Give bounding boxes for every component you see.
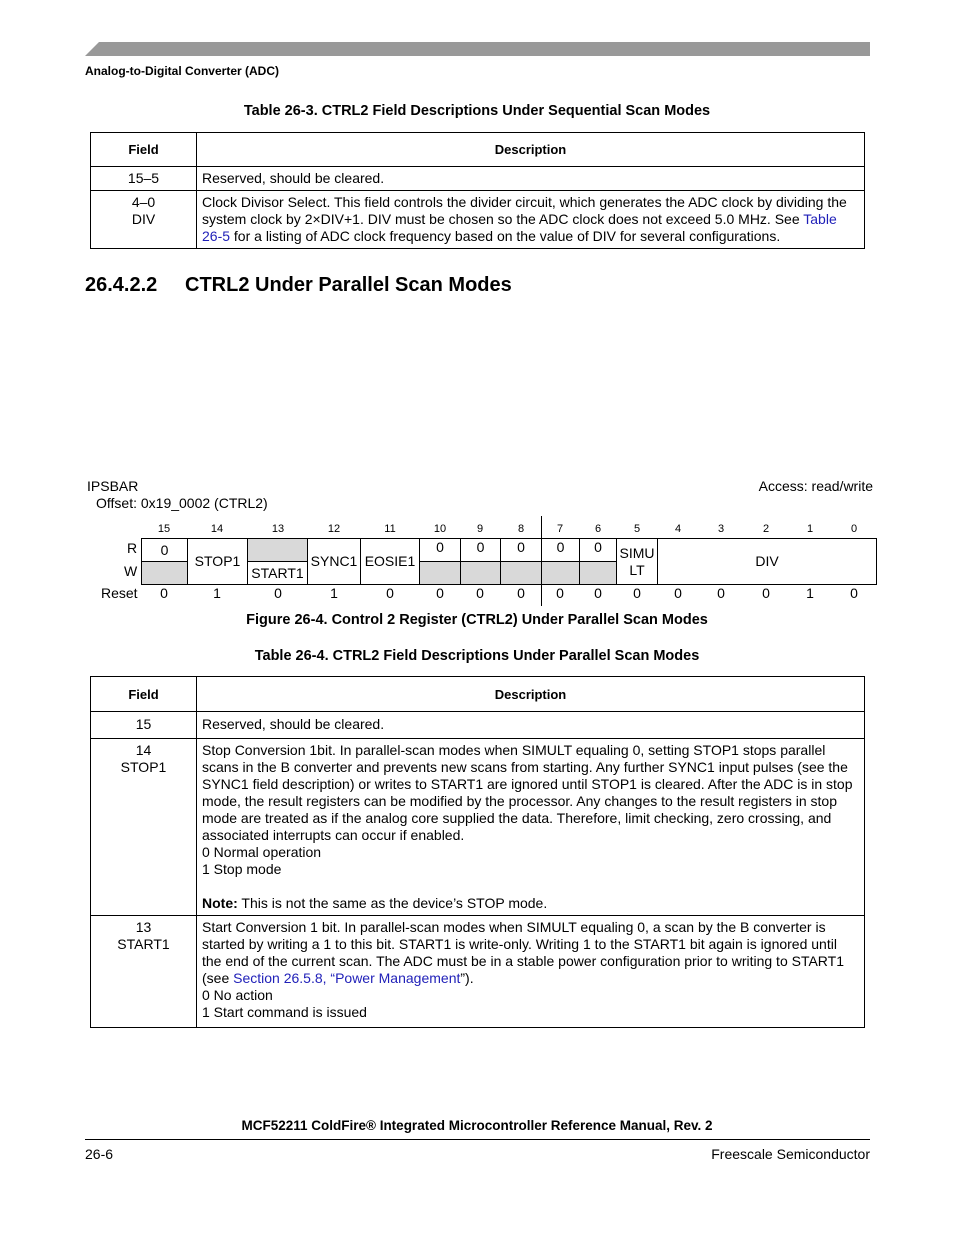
register-access: Access: read/write [758, 478, 873, 494]
option-1: 1 Start command is issued [202, 1004, 367, 1020]
column-header: Description [197, 677, 865, 712]
reset-value: 0 [160, 585, 168, 601]
reset-value: 0 [476, 585, 484, 601]
bit7-read-cell: 0 [541, 538, 580, 562]
field-name: STOP1 [120, 759, 167, 775]
description-text: Clock Divisor Select. This field controls the divider circuit, which generates the ADC clock by dividing the system clock by 2×DIV+1. DIV must be chosen so the ADC clock does not exceed 5.0 MHz. See [202, 194, 847, 227]
stop1-cell: STOP1 [187, 538, 248, 585]
reset-value: 0 [717, 585, 725, 601]
column-header: Field [91, 677, 197, 712]
bit15-read-cell: 0 [141, 538, 188, 562]
bit-number-label: 8 [517, 523, 525, 535]
reset-value: 0 [556, 585, 564, 601]
table-row [91, 916, 865, 1028]
reset-value: 1 [330, 585, 338, 601]
field-cell [91, 739, 197, 916]
field-bits: 14 [135, 742, 152, 758]
sync1-cell: SYNC1 [307, 538, 361, 585]
table-row [91, 739, 865, 916]
bit-number-label: 6 [594, 523, 602, 535]
reset-value: 1 [213, 585, 221, 601]
bit-number-label: 0 [850, 523, 858, 535]
section-number: 26.4.2.2 [85, 274, 158, 296]
field-cell [91, 916, 197, 1028]
register-offset: Offset: 0x19_0002 (CTRL2) [96, 495, 268, 511]
bit-number-label: 14 [210, 523, 224, 535]
description-text: Stop Conversion 1bit. In parallel-scan modes when SIMULT equaling 0, setting STOP1 stops parallel scans in the B converter and prevents new scans from starting. Any further SYNC1 input pulses (see the SYNC1 field description) or writes to START1 are ignored until STOP1 is cleared. After the ADC is in stop mode, the result registers can be modified by the processor. Any changes to the result registers in stop mode are treated as if the analog core supplied the data. Therefore, limit checking, zero crossing, and associated interrupts can occur if enabled. [202, 742, 853, 843]
bit6-read-cell: 0 [579, 538, 617, 562]
section-heading [85, 274, 512, 297]
description-cell [197, 739, 865, 916]
bit-number-label: 7 [556, 523, 564, 535]
bit7-write-cell [541, 561, 580, 585]
header-bar [85, 42, 870, 56]
bit-number-label: 12 [327, 523, 341, 535]
bit-number-label: 2 [762, 523, 770, 535]
figure-caption: Figure 26-4. Control 2 Register (CTRL2) Under Parallel Scan Modes [246, 612, 708, 628]
description-end: ”). [460, 970, 474, 986]
field-bits: 4–0 [131, 194, 156, 210]
reset-value: 0 [674, 585, 682, 601]
table-row [91, 191, 865, 249]
bit-number-label: 1 [806, 523, 814, 535]
description-body: Start Conversion 1 bit. In parallel-scan modes when SIMULT equaling 0, a scan by the B converter is started by writing a 1 to this bit. START1 is write-only. Writing 1 to the START1 bit again is ignored until the end of the current scan. The ADC must be in a stable power configuration prior to writing to START1 (see [202, 919, 844, 986]
note [202, 895, 859, 912]
option-1: 1 Stop mode [202, 861, 282, 877]
reset-row-label: Reset [101, 585, 138, 601]
note-text: This is not the same as the device’s STOP mode. [237, 895, 548, 911]
bit-number-label: 4 [674, 523, 682, 535]
reset-value: 0 [274, 585, 282, 601]
div-cell: DIV [657, 538, 877, 585]
section-link[interactable]: Section 26.5.8, “Power Management [233, 970, 461, 986]
field-cell: 15–5 [91, 167, 197, 191]
reset-value: 0 [386, 585, 394, 601]
field-name: START1 [117, 936, 170, 952]
reset-value: 0 [762, 585, 770, 601]
bit-number-label: 10 [433, 523, 447, 535]
section-title: CTRL2 Under Parallel Scan Modes [185, 274, 512, 296]
bit-number-label: 9 [476, 523, 484, 535]
bit9-read-cell: 0 [460, 538, 501, 562]
reset-value: 0 [594, 585, 602, 601]
column-header: Description [197, 133, 865, 167]
bit8-read-cell: 0 [500, 538, 542, 562]
description-cell: Reserved, should be cleared. [197, 712, 865, 739]
running-header: Analog-to-Digital Converter (ADC) [85, 64, 279, 78]
bit15-write-cell [141, 561, 188, 585]
table-caption: Table 26-4. CTRL2 Field Descriptions Under Parallel Scan Modes [254, 648, 700, 664]
option-0: 0 No action [202, 987, 273, 1003]
column-header: Field [91, 133, 197, 167]
bit-number-label: 13 [271, 523, 285, 535]
field-cell [91, 191, 197, 249]
write-row-label: W [124, 563, 138, 579]
reset-value: 0 [850, 585, 858, 601]
bit13-read-cell [247, 538, 308, 562]
start1-cell: START1 [247, 561, 308, 585]
bit9-write-cell [460, 561, 501, 585]
bit-number-label: 3 [717, 523, 725, 535]
company-name: Freescale Semiconductor [711, 1146, 870, 1162]
eosie1-cell: EOSIE1 [360, 538, 420, 585]
table-row [91, 712, 865, 739]
register-base: IPSBAR [87, 478, 139, 494]
bit6-write-cell [579, 561, 617, 585]
bit-number-label: 5 [633, 523, 641, 535]
bit8-write-cell [500, 561, 542, 585]
footer-title: MCF52211 ColdFire® Integrated Microcontroller Reference Manual, Rev. 2 [241, 1118, 713, 1133]
field-name: DIV [131, 211, 156, 227]
bit10-read-cell: 0 [419, 538, 461, 562]
description-cell [197, 191, 865, 249]
bit10-write-cell [419, 561, 461, 585]
reset-value: 0 [436, 585, 444, 601]
byte-divider [541, 516, 542, 538]
byte-divider [541, 584, 542, 606]
field-bits: 13 [135, 919, 152, 935]
table-caption: Table 26-3. CTRL2 Field Descriptions Under Sequential Scan Modes [243, 103, 711, 119]
field-cell: 15 [91, 712, 197, 739]
table-row [91, 167, 865, 191]
note-label: Note: [202, 895, 238, 911]
description-cell [197, 916, 865, 1028]
option-0: 0 Normal operation [202, 844, 322, 860]
field-table-sequential [90, 132, 865, 249]
bit-number-label: 15 [157, 523, 171, 535]
reset-value: 0 [517, 585, 525, 601]
reset-value: 1 [806, 585, 814, 601]
reset-value: 0 [633, 585, 641, 601]
field-table-parallel [90, 676, 865, 1028]
simult-cell: SIMU LT [616, 538, 658, 585]
read-row-label: R [127, 540, 138, 556]
page-number: 26-6 [85, 1146, 114, 1162]
description-cell: Reserved, should be cleared. [197, 167, 865, 191]
bit-number-label: 11 [384, 523, 396, 535]
description-text: for a listing of ADC clock frequency based on the value of DIV for several configurations. [230, 228, 781, 244]
table-link[interactable]: Table 26-5 [202, 211, 837, 244]
footer-rule [85, 1139, 870, 1140]
description-text [202, 919, 859, 987]
